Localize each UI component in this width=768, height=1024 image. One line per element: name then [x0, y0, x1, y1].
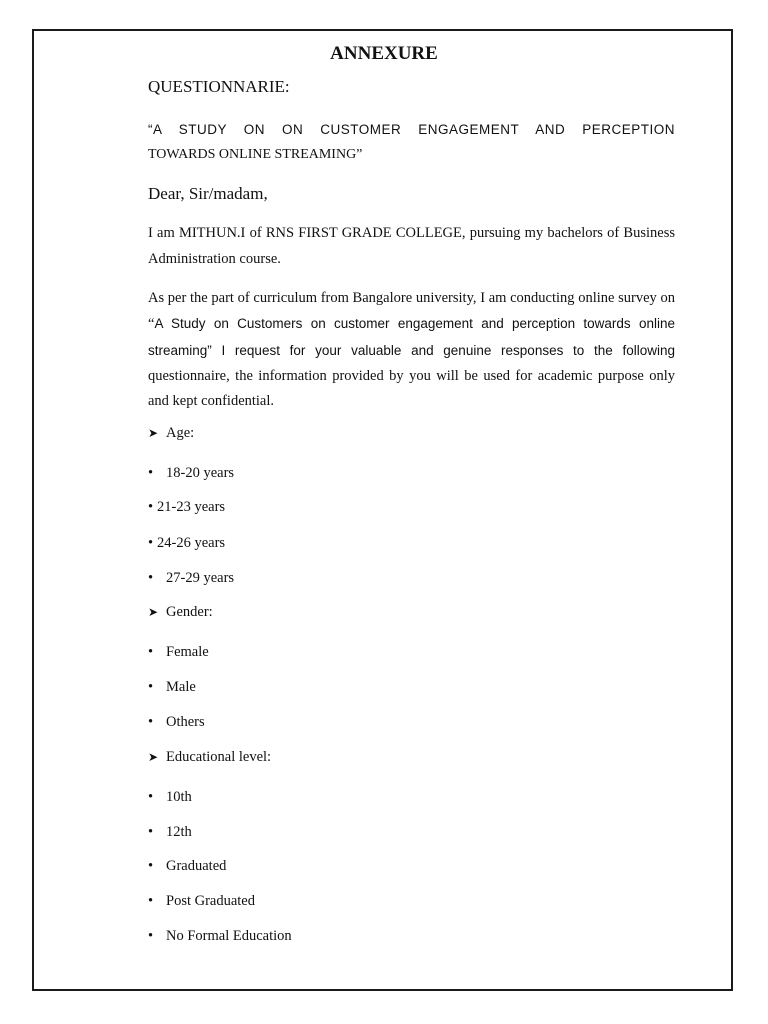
question-education [148, 749, 271, 766]
bullet-icon: • [148, 928, 154, 944]
option-age-3[interactable] [148, 535, 225, 552]
survey-text-part3: questionnaire, the information provided by you will be used for academic purpose only and kept confidential. [148, 367, 675, 410]
study-title [148, 117, 675, 167]
option-label: Female [166, 644, 209, 660]
bullet-icon: • [148, 714, 154, 730]
option-age-4[interactable] [148, 570, 234, 587]
study-title-line2: TOWARDS ONLINE STREAMING” [148, 147, 363, 162]
question-gender [148, 604, 213, 621]
option-label: Post Graduated [166, 893, 255, 909]
option-age-1[interactable] [148, 465, 234, 482]
question-education-label: Educational level: [166, 749, 272, 765]
option-label: No Formal Education [166, 928, 292, 944]
option-label: Male [166, 679, 196, 695]
bullet-icon: • [148, 858, 154, 874]
bullet-icon: • [148, 679, 154, 695]
bullet-icon: • [148, 465, 154, 481]
bullet-icon: • [148, 570, 154, 586]
bullet-icon: • [148, 789, 154, 805]
option-education-2[interactable] [148, 824, 192, 841]
bullet-icon: • [148, 535, 154, 551]
option-label: 18-20 years [166, 465, 235, 481]
question-age [148, 425, 194, 442]
page-border [32, 29, 733, 991]
option-gender-1[interactable] [148, 644, 209, 661]
option-age-2[interactable] [148, 499, 225, 516]
survey-text-part2: A Study on Customers on customer engagement and perception towards online streaming” I request for your valuable and genuine responses to the following [148, 316, 675, 358]
bullet-icon: • [148, 893, 154, 909]
option-label: Others [166, 714, 205, 730]
option-label: 24-26 years [157, 535, 226, 551]
option-label: Graduated [166, 858, 227, 874]
arrow-bullet-icon: ➤ [148, 426, 159, 440]
annexure-title: ANNEXURE [330, 43, 438, 64]
intro-paragraph: I am MITHUN.I of RNS FIRST GRADE COLLEGE, pursuing my bachelors of Business Administration course. [148, 225, 675, 267]
arrow-bullet-icon: ➤ [148, 750, 159, 764]
option-gender-2[interactable] [148, 679, 196, 696]
questionnaire-heading: QUESTIONNARIE: [148, 77, 290, 96]
option-label: 12th [166, 824, 192, 840]
option-education-3[interactable] [148, 858, 226, 875]
bullet-icon: • [148, 499, 154, 515]
survey-paragraph [148, 286, 675, 414]
option-label: 27-29 years [166, 570, 235, 586]
arrow-bullet-icon: ➤ [148, 605, 159, 619]
option-education-1[interactable] [148, 789, 192, 806]
option-gender-3[interactable] [148, 714, 205, 731]
option-label: 21-23 years [157, 499, 226, 515]
question-gender-label: Gender: [166, 604, 213, 620]
option-education-4[interactable] [148, 893, 255, 910]
study-title-line1: “A STUDY ON ON CUSTOMER ENGAGEMENT AND PERCEPTION [148, 122, 675, 137]
greeting: Dear, Sir/madam, [148, 184, 268, 203]
bullet-icon: • [148, 644, 154, 660]
option-label: 10th [166, 789, 192, 805]
bullet-icon: • [148, 824, 154, 840]
question-age-label: Age: [166, 425, 195, 441]
option-education-5[interactable] [148, 928, 292, 945]
survey-text-part1: As per the part of curriculum from Bangalore university, I am conducting online survey on “ [148, 290, 675, 333]
